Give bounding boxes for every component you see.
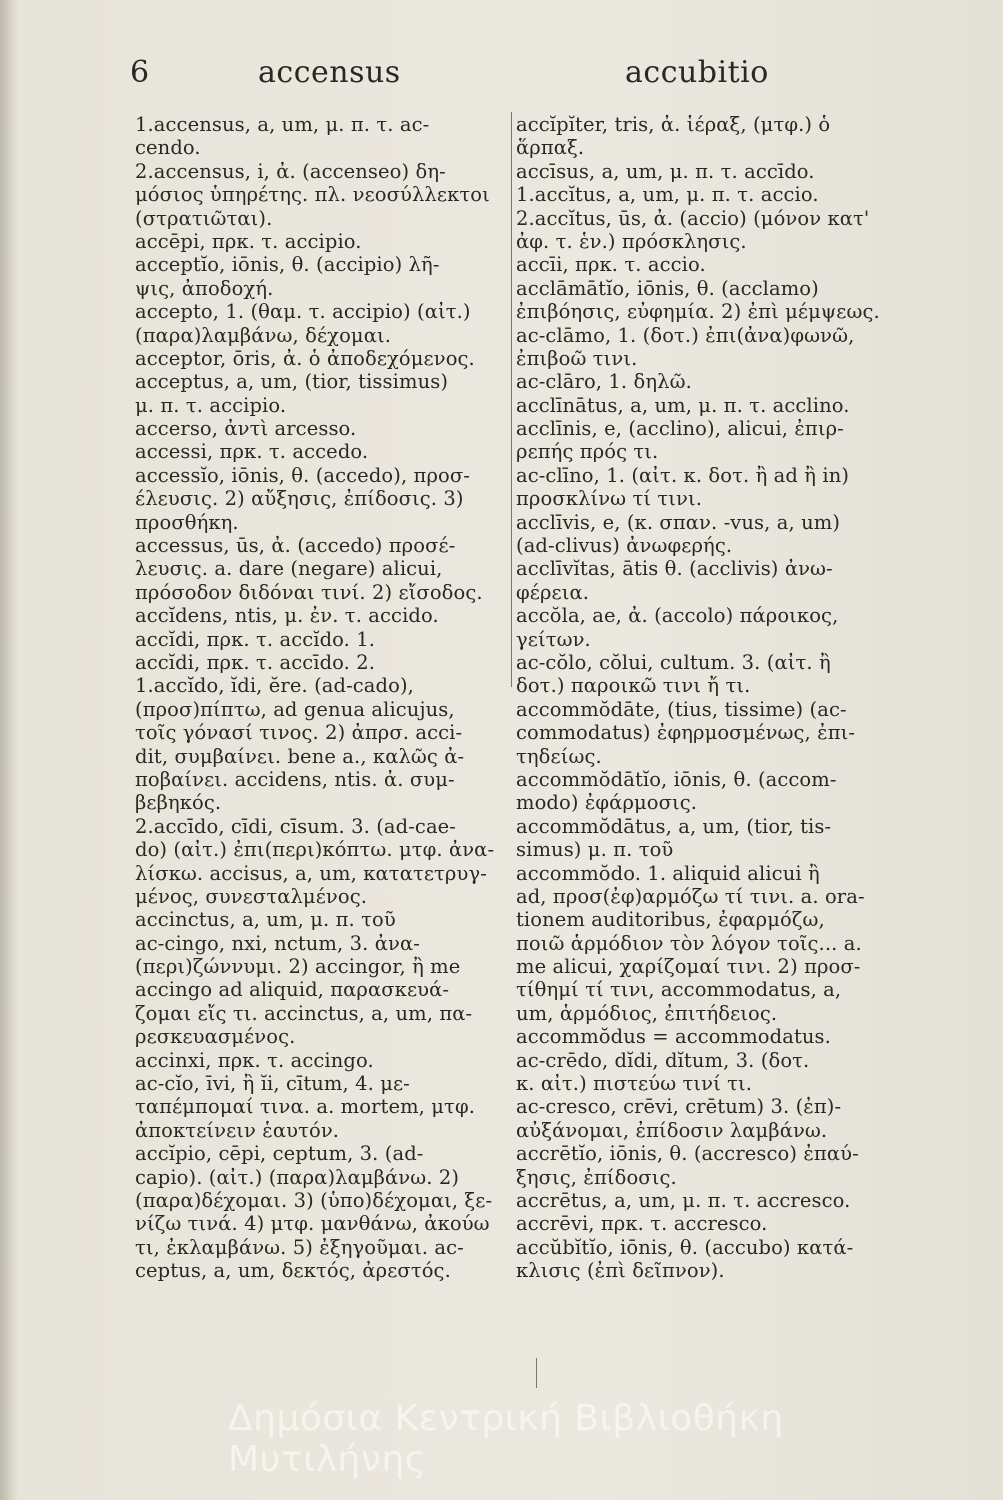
entry-line: capio). (αἰτ.) (παρα)λαμβάνω. 2): [135, 1165, 460, 1189]
entry-line: ac-clāmo, 1. (δοτ.) ἐπι(ἀνα)φωνῶ,: [516, 323, 855, 347]
entry-line: 1.accensus, a, um, μ. π. τ. ac-: [135, 113, 430, 136]
entry-line: accŏla, ae, ἀ. (accolo) πάροικος,: [516, 604, 839, 628]
entry-line: ac-crēdo, dĭdi, dĭtum, 3. (δοτ.: [516, 1048, 810, 1072]
entry-line: acclīvis, e, (κ. σπαν. -vus, a, um): [516, 510, 841, 534]
entry-line: dit, συμβαίνει. bene a., καλῶς ἀ-: [135, 744, 465, 768]
entry-line: accessi, πρκ. τ. accedo.: [135, 440, 369, 464]
entry-line: (ad-clivus) ἀνωφερής.: [516, 534, 733, 558]
entry-line: ac-cingo, nxi, nctum, 3. ἀνα-: [135, 931, 420, 955]
column-divider: [511, 112, 512, 687]
entry-line: ἐπιβόησις, εὐφημία. 2) ἐπὶ μέμψεως.: [516, 300, 880, 324]
entry-line: acclīnātus, a, um, μ. π. τ. acclino.: [516, 393, 850, 417]
entry-line: (παρα)λαμβάνω, δέχομαι.: [135, 323, 392, 347]
entry-line: commodatus) ἐφηρμοσμένως, ἐπι-: [516, 721, 856, 745]
entry-line: accīsus, a, um, μ. π. τ. accīdo.: [516, 159, 815, 183]
entry-line: ac-clīno, 1. (αἰτ. κ. δοτ. ἢ ad ἢ in): [516, 463, 850, 487]
left-guide-word: accensus: [258, 55, 401, 90]
left-column: [135, 113, 507, 1283]
entry-line: μ. π. τ. accipio.: [135, 393, 287, 417]
entry-line: (περι)ζώννυμι. 2) accingor, ἢ me: [135, 955, 461, 979]
entry-line: accommŏdo. 1. aliquid alicui ἢ: [516, 861, 820, 885]
entry-line: ac-clāro, 1. δηλῶ.: [516, 370, 692, 394]
entry-line: λευσις. a. dare (negare) alicui,: [135, 557, 443, 581]
entry-line: λίσκω. accisus, a, um, κατατετρυγ-: [135, 861, 487, 885]
entry-line: αὐξάνομαι, ἐπίδοσιν λαμβάνω.: [516, 1118, 828, 1142]
entry-line: accommŏdātus, a, um, (tior, tis-: [516, 814, 832, 838]
entry-line: accŭbĭtĭo, iōnis, θ. (accubo) κατά-: [516, 1235, 854, 1259]
entry-line: τηδείως.: [516, 744, 602, 768]
entry-line: acclīnis, e, (acclino), alicui, ἐπιρ-: [516, 417, 844, 441]
entry-line: κ. αἰτ.) πιστεύω τινί τι.: [516, 1072, 753, 1096]
entry-line: ἅρπαξ.: [516, 136, 585, 160]
entry-line: 2.accĭtus, ūs, ἀ. (accio) (μόνον κατ': [516, 206, 870, 230]
entry-line: (παρα)δέχομαι. 3) (ὑπο)δέχομαι, ξε-: [135, 1188, 493, 1212]
entry-line: ταπέμπομαί τινα. a. mortem, μτφ.: [135, 1095, 475, 1119]
entry-line: ac-cŏlo, cŏlui, cultum. 3. (αἰτ. ἢ: [516, 650, 831, 674]
entry-line: acceptus, a, um, (tior, tissimus): [135, 370, 449, 394]
entry-line: accĭpĭter, tris, ἀ. ἱέραξ, (μτφ.) ὁ: [516, 113, 831, 136]
entry-line: ad, προσ(ἐφ)αρμόζω τί τινι. a. ora-: [516, 884, 865, 908]
entry-line: modo) ἐφάρμοσις.: [516, 791, 698, 815]
entry-line: accommŏdus = accommodatus.: [516, 1025, 831, 1049]
entry-line: κλισις (ἐπὶ δεῖπνον).: [516, 1259, 725, 1283]
entry-line: (προσ)πίπτω, ad genua alicujus,: [135, 697, 455, 721]
entry-line: φέρεια.: [516, 580, 590, 604]
right-column: [516, 113, 916, 1283]
entry-line: accepto, 1. (θαμ. τ. accipio) (αἰτ.): [135, 300, 471, 324]
entry-line: 2.accensus, i, ἀ. (accenseo) δη-: [135, 159, 446, 183]
entry-line: ceptus, a, um, δεκτός, ἀρεστός.: [135, 1259, 451, 1283]
entry-line: ποβαίνει. accidens, ntis. ἀ. συμ-: [135, 767, 455, 791]
entry-line: τοῖς γόνασί τινος. 2) ἀπρσ. acci-: [135, 721, 463, 745]
entry-line: accĭdens, ntis, μ. ἐν. τ. accido.: [135, 604, 439, 628]
entry-line: ρεσκευασμένος.: [135, 1025, 296, 1049]
entry-line: accessĭo, iōnis, θ. (accedo), προσ-: [135, 463, 470, 487]
entry-line: accrētĭo, iōnis, θ. (accresco) ἐπαύ-: [516, 1142, 859, 1166]
entry-line: accēpi, πρκ. τ. accipio.: [135, 229, 362, 253]
entry-line: accinctus, a, um, μ. π. τοῦ: [135, 908, 396, 932]
right-guide-word: accubitio: [625, 55, 769, 90]
entry-line: accerso, ἀντὶ arcesso.: [135, 417, 357, 441]
entry-line: δοτ.) παροικῶ τινι ἤ τι.: [516, 674, 751, 698]
entry-line: ἐπιβοῶ τινι.: [516, 346, 638, 370]
entry-line: accessus, ūs, ἀ. (accedo) προσέ-: [135, 534, 456, 558]
entry-line: acclāmātĭo, iōnis, θ. (acclamo): [516, 276, 819, 300]
entry-line: tionem auditoribus, ἐφαρμόζω,: [516, 908, 825, 932]
entry-line: accīi, πρκ. τ. accio.: [516, 253, 706, 277]
entry-line: ρεπής πρός τι.: [516, 440, 659, 464]
entry-line: accinxi, πρκ. τ. accingo.: [135, 1048, 374, 1072]
entry-line: τι, ἐκλαμβάνω. 5) ἐξηγοῦμαι. ac-: [135, 1235, 464, 1259]
entry-line: acceptĭo, iōnis, θ. (accipio) λῆ-: [135, 253, 440, 277]
entry-line: cendo.: [135, 136, 201, 160]
entry-line: προσθήκη.: [135, 510, 239, 534]
column-divider-lower: [536, 1358, 537, 1388]
entry-line: μένος, συνεσταλμένος.: [135, 884, 368, 908]
entry-line: accĭpio, cēpi, ceptum, 3. (ad-: [135, 1142, 424, 1166]
entry-line: accingo ad aliquid, παρασκευά-: [135, 978, 450, 1002]
entry-line: accommŏdātĭo, iōnis, θ. (accom-: [516, 767, 837, 791]
entry-line: μόσιος ὑπηρέτης. πλ. νεοσύλλεκτοι: [135, 183, 490, 207]
entry-line: accrētus, a, um, μ. π. τ. accresco.: [516, 1188, 851, 1212]
entry-line: 1.accĭtus, a, um, μ. π. τ. accio.: [516, 183, 819, 207]
entry-line: τίθημί τί τινι, accommodatus, a,: [516, 978, 842, 1002]
entry-line: accĭdi, πρκ. τ. accĭdo. 1.: [135, 627, 376, 651]
entry-line: ac-cresco, crēvi, crētum) 3. (ἐπ)-: [516, 1095, 842, 1119]
entry-line: ἀποκτείνειν ἑαυτόν.: [135, 1118, 340, 1142]
entry-line: ψις, ἀποδοχή.: [135, 276, 274, 300]
entry-line: do) (αἰτ.) ἐπι(περι)κόπτω. μτφ. ἀνα-: [135, 838, 495, 862]
page-number: 6: [130, 55, 150, 90]
entry-line: 2.accīdo, cīdi, cīsum. 3. (ad-cae-: [135, 814, 456, 838]
entry-line: accommŏdāte, (tius, tissime) (ac-: [516, 697, 847, 721]
entry-line: simus) μ. π. τοῦ: [516, 838, 674, 862]
entry-line: me alicui, χαρίζομαί τινι. 2) προσ-: [516, 955, 861, 979]
entry-line: ac-cĭo, īvi, ἢ ĭi, cītum, 4. με-: [135, 1072, 410, 1096]
entry-line: βεβηκός.: [135, 791, 222, 815]
entry-line: ξησις, ἐπίδοσις.: [516, 1165, 677, 1189]
entry-line: acclīvĭtas, ātis θ. (acclivis) ἀνω-: [516, 557, 833, 581]
entry-line: um, ἁρμόδιος, ἐπιτήδειος.: [516, 1001, 778, 1025]
entry-line: accĭdi, πρκ. τ. accīdo. 2.: [135, 650, 376, 674]
entry-line: ζομαι εἴς τι. accinctus, a, um, πα-: [135, 1001, 473, 1025]
entry-line: προσκλίνω τί τινι.: [516, 487, 703, 511]
running-header: [0, 55, 1003, 95]
entry-line: έλευσις. 2) αὔξησις, ἐπίδοσις. 3): [135, 487, 464, 511]
entry-line: ἀφ. τ. ἑν.) πρόσκλησις.: [516, 229, 747, 253]
entry-line: (στρατιῶται).: [135, 206, 273, 230]
library-watermark: Δημόσια Κεντρική Βιβλιοθήκη Μυτιλήνης: [228, 1398, 784, 1480]
entry-line: acceptor, ōris, ἀ. ὁ ἀποδεχόμενος.: [135, 346, 475, 370]
entry-line: 1.accĭdo, ĭdi, ĕre. (ad-cado),: [135, 674, 414, 698]
entry-line: ποιῶ ἁρμόδιον τὸν λόγον τοῖς... a.: [516, 931, 862, 955]
entry-line: πρόσοδον διδόναι τινί. 2) εἴσοδος.: [135, 580, 483, 604]
entry-line: accrēvi, πρκ. τ. accresco.: [516, 1212, 768, 1236]
entry-line: γείτων.: [516, 627, 591, 651]
entry-line: νίζω τινά. 4) μτφ. μανθάνω, ἀκούω: [135, 1212, 490, 1236]
